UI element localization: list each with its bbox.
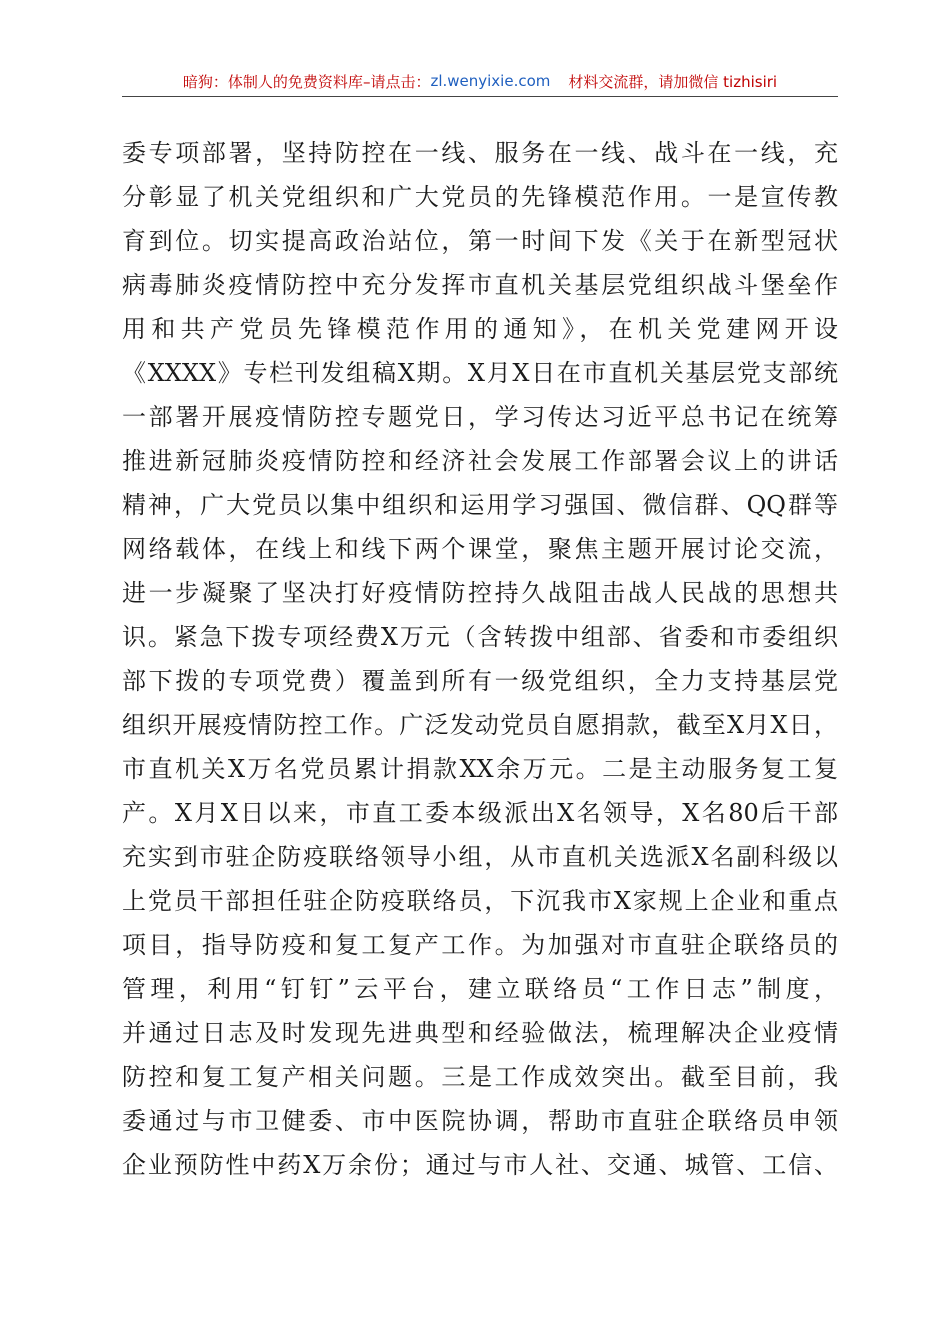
body-line: 项目，指导防疫和复工复产工作。为加强对市直驻企联络员的 (122, 931, 838, 959)
body-line: 识。紧急下拨专项经费X万元（含转拨中组部、省委和市委组织 (122, 623, 838, 651)
body-line: 充实到市驻企防疫联络领导小组，从市直机关选派X名副科级以 (122, 843, 838, 871)
header-separator: –请点击： (362, 72, 431, 91)
body-line: 网络载体，在线上和线下两个课堂，聚焦主题开展讨论交流， (122, 535, 838, 563)
body-line: 分彰显了机关党组织和广大党员的先锋模范作用。一是宣传教 (122, 183, 838, 211)
body-line: 防控和复工复产相关问题。三是工作成效突出。截至目前，我 (122, 1063, 838, 1091)
body-line: 委通过与市卫健委、市中医院协调，帮助市直驻企联络员申领 (122, 1107, 838, 1135)
body-line: 企业预防性中药X万余份；通过与市人社、交通、城管、工信、 (122, 1151, 838, 1179)
body-line: 一部署开展疫情防控专题党日，学习传达习近平总书记在统筹 (122, 403, 838, 431)
page-header (122, 68, 838, 94)
body-line: 委专项部署，坚持防控在一线、服务在一线、战斗在一线，充 (122, 139, 838, 167)
header-link[interactable]: zl.wenyixie.com (430, 72, 551, 90)
header-contact: 材料交流群，请加微信 tizhisiri (568, 72, 778, 91)
body-line: 精神，广大党员以集中组织和运用学习强国、微信群、QQ群等 (122, 491, 838, 519)
header-brand: 暗狗：体制人的免费资料库 (182, 72, 363, 91)
body-line: 《XXXX》专栏刊发组稿X期。X月X日在市直机关基层党支部统 (122, 359, 838, 387)
header-divider (122, 96, 838, 97)
body-line: 用和共产党员先锋模范作用的通知》，在机关党建网开设 (122, 315, 838, 343)
body-line: 组织开展疫情防控工作。广泛发动党员自愿捐款，截至X月X日， (122, 711, 838, 739)
body-line: 部下拨的专项党费）覆盖到所有一级党组织，全力支持基层党 (122, 667, 838, 695)
body-line: 进一步凝聚了坚决打好疫情防控持久战阻击战人民战的思想共 (122, 579, 838, 607)
body-line: 市直机关X万名党员累计捐款XX余万元。二是主动服务复工复 (122, 755, 838, 783)
body-line: 病毒肺炎疫情防控中充分发挥市直机关基层党组织战斗堡垒作 (122, 271, 838, 299)
body-line: 育到位。切实提高政治站位，第一时间下发《关于在新型冠状 (122, 227, 838, 255)
document-body (122, 131, 838, 1187)
body-line: 并通过日志及时发现先进典型和经验做法，梳理解决企业疫情 (122, 1019, 838, 1047)
body-line: 产。X月X日以来，市直工委本级派出X名领导，X名80后干部 (122, 799, 838, 827)
body-line: 管理，利用“钉钉”云平台，建立联络员“工作日志”制度， (122, 975, 838, 1003)
body-line: 推进新冠肺炎疫情防控和经济社会发展工作部署会议上的讲话 (122, 447, 838, 475)
body-line: 上党员干部担任驻企防疫联络员，下沉我市X家规上企业和重点 (122, 887, 838, 915)
